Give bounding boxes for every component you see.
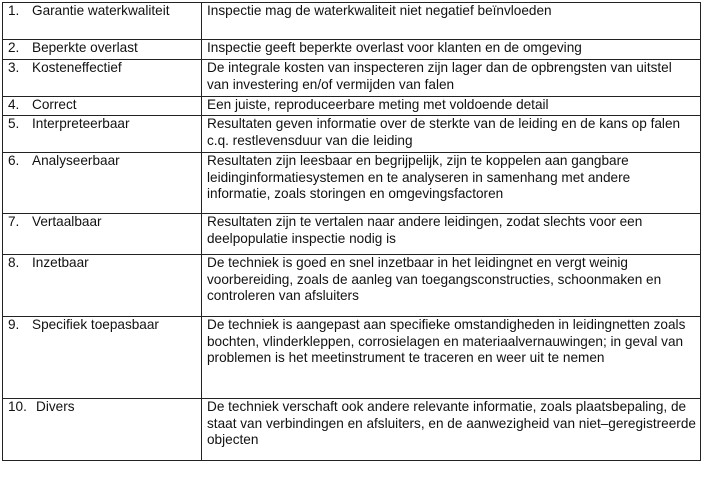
- criterion-name: Inzetbaar: [32, 255, 89, 270]
- table-row: [3, 40, 701, 60]
- table-row: [3, 399, 701, 461]
- criterion-number: 10.: [8, 399, 27, 414]
- criterion-cell: [3, 255, 202, 317]
- criterion-name: Analyseerbaar: [32, 153, 120, 168]
- criterion-cell: [3, 399, 202, 461]
- criterion-description: Inspectie mag de waterkwaliteit niet negatief beïnvloeden: [202, 3, 701, 40]
- criterion-description: De integrale kosten van inspecteren zijn lager dan de opbrengsten van uitstel van investering en/of vermijden van falen: [202, 60, 701, 97]
- criterion-name: Specifiek toepasbaar: [32, 317, 159, 332]
- criterion-description: Resultaten zijn leesbaar en begrijpelijk, zijn te koppelen aan gangbare leidinginformatiesystemen en te analyseren in samenhang met andere informatie, zoals storingen en omgevingsfactoren: [202, 153, 701, 214]
- table-row: [3, 214, 701, 255]
- criterion-cell: [3, 97, 202, 116]
- criterion-name: Vertaalbaar: [32, 214, 102, 229]
- criterion-cell: [3, 3, 202, 40]
- criterion-name: Divers: [36, 399, 75, 414]
- criterion-number: 7.: [8, 214, 20, 229]
- criterion-cell: [3, 153, 202, 214]
- criterion-description: Inspectie geeft beperkte overlast voor klanten en de omgeving: [202, 40, 701, 60]
- table-row: [3, 116, 701, 153]
- criterion-name: Kosteneffectief: [32, 60, 122, 75]
- criterion-cell: [3, 60, 202, 97]
- criterion-description: De techniek is goed en snel inzetbaar in het leidingnet en vergt weinig voorbereiding, zoals de aanleg van toegangsconstructies, schoonmaken en controleren van afsluiters: [202, 255, 701, 317]
- criterion-number: 6.: [8, 153, 20, 168]
- table-row: [3, 60, 701, 97]
- criterion-number: 2.: [8, 40, 20, 55]
- criterion-number: 5.: [8, 116, 20, 131]
- criterion-number: 1.: [8, 3, 20, 18]
- criterion-cell: [3, 214, 202, 255]
- criterion-number: 9.: [8, 317, 20, 332]
- criteria-table-container: [2, 2, 700, 461]
- criterion-number: 8.: [8, 255, 20, 270]
- criterion-name: Correct: [32, 97, 77, 112]
- criterion-cell: [3, 116, 202, 153]
- table-row: [3, 255, 701, 317]
- criterion-number: 3.: [8, 60, 20, 75]
- table-row: [3, 97, 701, 116]
- criterion-name: Interpreteerbaar: [32, 116, 130, 131]
- criterion-name: Garantie waterkwaliteit: [32, 3, 170, 18]
- table-row: [3, 317, 701, 399]
- criterion-cell: [3, 317, 202, 399]
- criterion-description: Resultaten geven informatie over de sterkte van de leiding en de kans op falen c.q. restlevensduur van die leiding: [202, 116, 701, 153]
- criterion-description: De techniek verschaft ook andere relevante informatie, zoals plaatsbepaling, de staat van verbindingen en afsluiters, en de aanwezigheid van niet–geregistreerde objecten: [202, 399, 701, 461]
- criterion-number: 4.: [8, 97, 20, 112]
- criteria-table: [2, 2, 701, 461]
- table-row: [3, 3, 701, 40]
- criterion-cell: [3, 40, 202, 60]
- criterion-description: De techniek is aangepast aan specifieke omstandigheden in leidingnetten zoals bochten, vlinderkleppen, corrosielagen en materiaalvernauwingen; in geval van problemen is het meetinstrument te traceren en weer uit te nemen: [202, 317, 701, 399]
- criterion-name: Beperkte overlast: [32, 40, 138, 55]
- criterion-description: Resultaten zijn te vertalen naar andere leidingen, zodat slechts voor een deelpopulatie inspectie nodig is: [202, 214, 701, 255]
- table-row: [3, 153, 701, 214]
- criterion-description: Een juiste, reproduceerbare meting met voldoende detail: [202, 97, 701, 116]
